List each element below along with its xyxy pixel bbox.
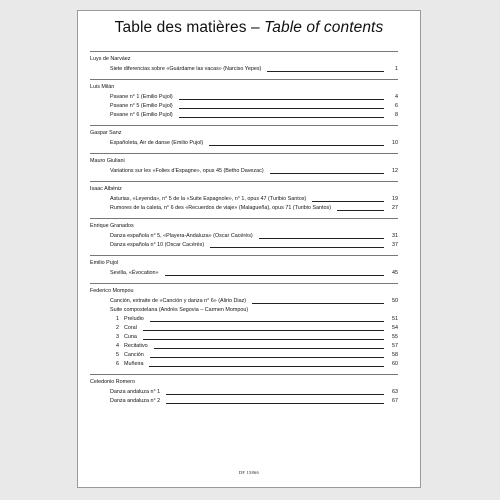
toc-section (90, 283, 398, 374)
leader-line (154, 348, 384, 349)
composer-name: Isaac Albéniz (90, 186, 122, 192)
toc-entry (90, 240, 398, 249)
leader-line (166, 394, 384, 395)
entry-title: Danza española n° 10 (Oscar Cacérès) (110, 242, 205, 248)
entry-title: Danza andaluza n° 2 (110, 398, 161, 404)
toc-entry (90, 305, 398, 314)
page-number: 8 (395, 112, 398, 118)
leader-line (179, 99, 384, 100)
toc-section (90, 181, 398, 218)
leader-line (150, 321, 384, 322)
entry-number: 6 (116, 361, 119, 367)
table-of-contents (90, 51, 398, 411)
leader-line (312, 201, 384, 202)
page-number: 19 (392, 196, 398, 202)
composer-name: Luys de Narváez (90, 56, 131, 62)
composer-name: Celedonio Romero (90, 379, 135, 385)
page-number: 51 (392, 316, 398, 322)
leader-line (166, 403, 384, 404)
entry-title: Recitativo (124, 343, 148, 349)
leader-line (143, 330, 384, 331)
entry-number: 2 (116, 325, 119, 331)
page-number: 57 (392, 343, 398, 349)
entry-title: Muñeira (124, 361, 144, 367)
section-spacer (90, 405, 398, 411)
toc-entry (90, 350, 398, 359)
title-english: Table of contents (264, 19, 384, 36)
toc-entry (90, 323, 398, 332)
page-number: 63 (392, 389, 398, 395)
entry-title: Españoleta, Air de danse (Emilio Pujol) (110, 140, 204, 146)
toc-entry (90, 92, 398, 101)
leader-line (209, 145, 384, 146)
leader-line (252, 303, 384, 304)
leader-line (210, 247, 384, 248)
entry-title: Sevilla, «Évocation» (110, 270, 159, 276)
entry-title: Cuna (124, 334, 137, 340)
toc-entry (90, 138, 398, 147)
toc-entry (90, 194, 398, 203)
entry-title: Pavane n° 5 (Emilio Pujol) (110, 103, 173, 109)
page-number: 58 (392, 352, 398, 358)
entry-title: Rumores de la caleta, n° 6 des «Recuerdos de viaje» (Malagueña), opus 71 (Turibio Santos) (110, 205, 331, 211)
entry-title: Pavane n° 6 (Emilio Pujol) (110, 112, 173, 118)
toc-section (90, 218, 398, 255)
toc-entry (90, 110, 398, 119)
page-number: 50 (392, 298, 398, 304)
leader-line (165, 275, 384, 276)
page-number: 67 (392, 398, 398, 404)
entry-title: Coral (124, 325, 137, 331)
leader-line (270, 173, 384, 174)
toc-entry (90, 314, 398, 323)
toc-entry (90, 359, 398, 368)
entry-title: Danza andaluza n° 1 (110, 389, 161, 395)
page-number: 6 (395, 103, 398, 109)
page-number: 4 (395, 94, 398, 100)
leader-line (143, 339, 384, 340)
page-number: 60 (392, 361, 398, 367)
toc-entry (90, 332, 398, 341)
toc-entry (90, 396, 398, 405)
toc-section (90, 255, 398, 283)
entry-title: Canción (124, 352, 144, 358)
leader-line (337, 210, 384, 211)
toc-entry (90, 296, 398, 305)
entry-title: Siete diferencias sobre «Guárdame las vacas» (Narciso Yepes) (110, 66, 262, 72)
entry-title: Suite compostelana (Andrès Segovia – Carmen Mompou) (110, 307, 249, 313)
toc-section (90, 125, 398, 153)
toc-entry (90, 166, 398, 175)
toc-section (90, 153, 398, 181)
page-number: 55 (392, 334, 398, 340)
page-number: 27 (392, 205, 398, 211)
page-number: 37 (392, 242, 398, 248)
page-number: 31 (392, 233, 398, 239)
leader-line (149, 366, 384, 367)
page-number: 45 (392, 270, 398, 276)
toc-section (90, 79, 398, 125)
toc-entry (90, 387, 398, 396)
entry-title: Preludio (124, 316, 144, 322)
entry-title: Danza española n° 5, «Playera-Andaluza» (Oscar Cacérès) (110, 233, 253, 239)
leader-line (267, 71, 384, 72)
composer-name: Luis Milán (90, 84, 115, 90)
toc-entry (90, 231, 398, 240)
entry-number: 4 (116, 343, 119, 349)
toc-entry (90, 64, 398, 73)
composer-name: Gaspar Sanz (90, 130, 122, 136)
leader-line (179, 117, 384, 118)
entry-number: 3 (116, 334, 119, 340)
page-number: 10 (392, 140, 398, 146)
entry-title: Pavane n° 1 (Emilio Pujol) (110, 94, 173, 100)
page-title (78, 19, 420, 37)
entry-title: Variations sur les «Folies d’Espagne», opus 45 (Betho Davezac) (110, 168, 264, 174)
toc-entry (90, 203, 398, 212)
leader-line (150, 357, 384, 358)
composer-name: Emilio Pujol (90, 260, 119, 266)
catalog-number: DF 15866 (238, 470, 260, 475)
entry-title: Asturias, «Leyenda», n° 5 de la «Suite Espagnole», n° 1, opus 47 (Turibio Santos) (110, 196, 307, 202)
page-number: 54 (392, 325, 398, 331)
composer-name: Enrique Granados (90, 223, 134, 229)
toc-section (90, 374, 398, 411)
composer-name: Mauro Giuliani (90, 158, 125, 164)
leader-line (259, 238, 384, 239)
composer-name: Federico Mompou (90, 288, 134, 294)
entry-number: 5 (116, 352, 119, 358)
toc-entry (90, 268, 398, 277)
toc-entry (90, 341, 398, 350)
document-page (77, 10, 421, 488)
entry-title: Canción, extraite de «Canción y danza n° 6» (Alirio Diaz) (110, 298, 247, 304)
title-french: Table des matières – (114, 19, 260, 36)
entry-number: 1 (116, 316, 119, 322)
toc-entry (90, 101, 398, 110)
page-number: 1 (395, 66, 398, 72)
leader-line (179, 108, 384, 109)
page-number: 12 (392, 168, 398, 174)
toc-section (90, 51, 398, 79)
